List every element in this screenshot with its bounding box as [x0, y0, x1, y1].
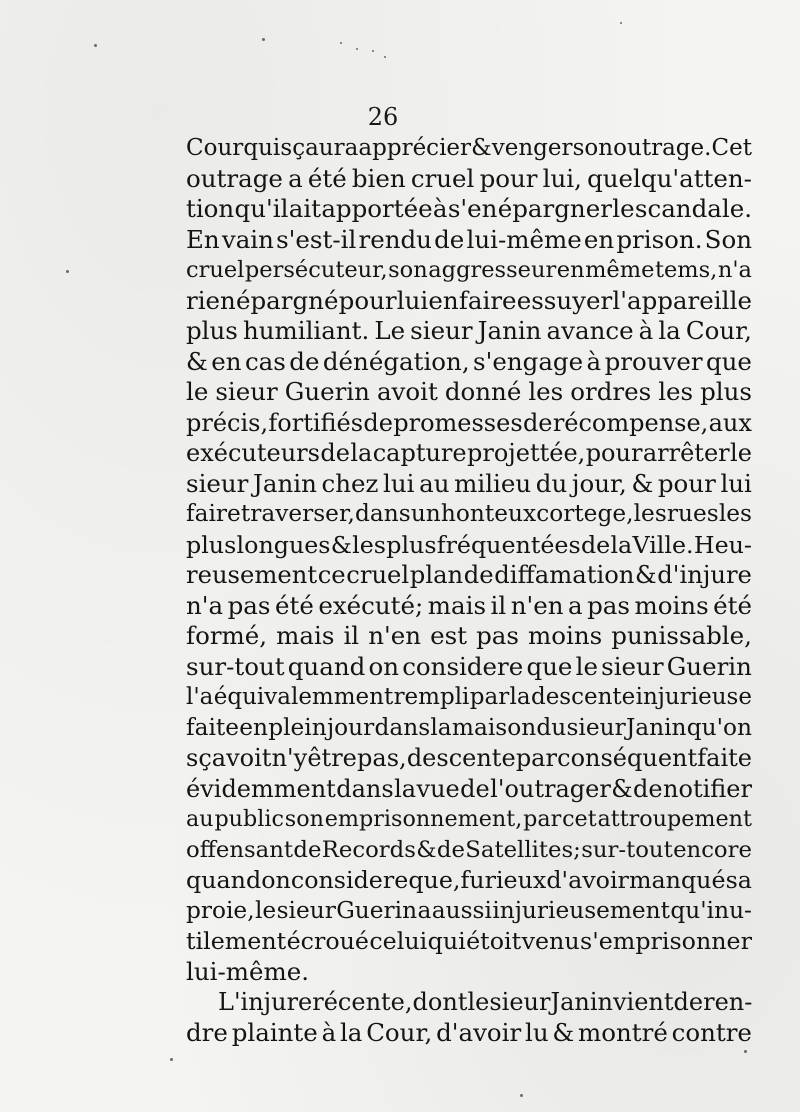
- text-line: outrage a été bien cruel pour lui, quelqu'atten-: [186, 163, 752, 193]
- text-line: l'a équivalemment rempli par la descente injurieuse: [186, 684, 752, 710]
- text-line: quand on considere que, furieux d'avoir manqué sa: [186, 866, 752, 894]
- scan-speck: [94, 44, 97, 47]
- scan-speck: [744, 1050, 747, 1053]
- scan-speck: [170, 1058, 173, 1061]
- text-line: n'a pas été exécuté; mais il n'en a pas moins été: [186, 590, 752, 620]
- text-line: rien épargné pour lui en faire essuyer l'appareil le: [186, 285, 752, 315]
- text-line: cruel persécuteur, son aggresseur en même tems, n'a: [186, 257, 752, 283]
- text-line: au public son emprisonnement, par cet attroupement: [186, 806, 752, 832]
- text-line: proie, le sieur Guerin a aussi injurieusement qu'inu-: [186, 896, 752, 924]
- text-line: lui-même.: [186, 956, 309, 986]
- text-line: tilement écroué celui qui étoit venu s'emprisonner: [186, 927, 752, 955]
- text-line: précis, fortifiés de promesses de récompense, aux: [186, 408, 752, 437]
- text-line: faite en plein jour dans la maison du sieur Janin qu'on: [186, 713, 752, 741]
- text-line: formé, mais il n'en est pas moins punissable,: [186, 621, 752, 650]
- text-line: Cour qui sçaura apprécier & venger son outrage. Cet: [186, 135, 752, 161]
- scan-speck: [356, 48, 358, 50]
- text-line: sur-tout quand on considere que le sieur Guerin: [186, 651, 752, 681]
- text-line: exécuteurs de la capture projettée, pour arrêter le: [186, 439, 752, 467]
- text-line: plus humiliant. Le sieur Janin avance à la Cour,: [186, 316, 752, 345]
- text-line: En vain s'est-il rendu de lui-même en prison. Son: [186, 224, 752, 254]
- scan-speck: [384, 56, 386, 58]
- text-line: sieur Janin chez lui au milieu du jour, & pour lui: [186, 468, 752, 498]
- text-line: & en cas de dénégation, s'engage à prouver que: [186, 346, 752, 376]
- text-line: tion qu'il ait apportée à s'en épargner le scandale.: [186, 194, 752, 223]
- body-text: [186, 133, 752, 1048]
- scan-speck: [372, 50, 374, 52]
- text-line: sçavoit n'y être pas, descente par conséquent faite: [186, 744, 752, 772]
- scan-speck: [620, 22, 622, 24]
- text-line: plus longues & les plus fréquentées de la Ville. Heu-: [186, 530, 752, 559]
- text-line: évidemment dans la vue de l'outrager & de notifier: [186, 774, 752, 803]
- text-line: faire traverser, dans un honteux cortege, les rues les: [186, 500, 752, 527]
- scan-speck: [66, 270, 69, 273]
- text-line: dre plainte à la Cour, d'avoir lu & montré contre: [186, 1017, 752, 1047]
- scan-speck: [520, 1094, 523, 1097]
- page-number: 26: [367, 103, 399, 131]
- text-line: offensant de Records & de Satellites; sur-tout encore: [186, 836, 752, 863]
- text-line: L'injure récente, dont le sieur Janin vient de ren-: [218, 988, 753, 1016]
- text-line: le sieur Guerin avoit donné les ordres les plus: [186, 377, 752, 406]
- scan-speck: [340, 42, 342, 44]
- text-line: reusement ce cruel plan de diffamation & d'injure: [186, 560, 752, 589]
- scan-speck: [262, 38, 265, 41]
